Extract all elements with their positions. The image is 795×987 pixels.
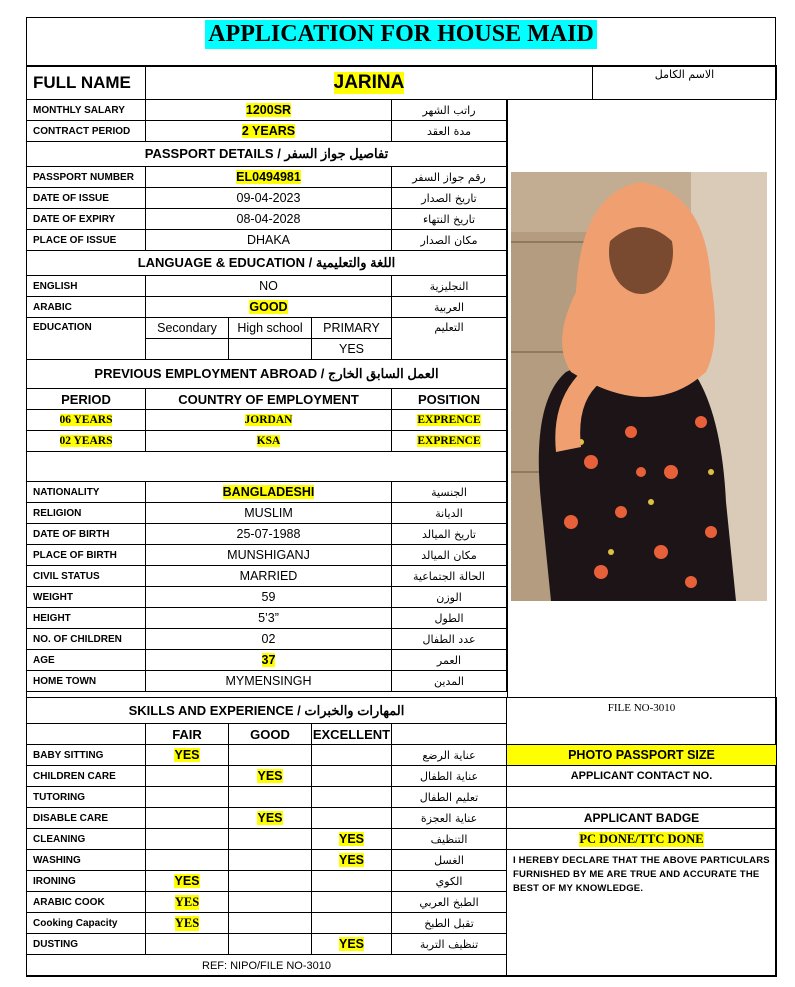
pc-done-status — [506, 828, 777, 850]
full-name-value-text: JARINA — [333, 71, 405, 93]
applicant-badge-text: APPLICANT BADGE — [583, 811, 700, 825]
declaration-box — [506, 849, 777, 977]
skill-good-cell-text: YES — [257, 811, 283, 825]
personal-arabic — [391, 544, 507, 566]
personal-label — [26, 523, 146, 545]
employment-country-text: KSA — [256, 435, 281, 447]
declaration-text: I HEREBY DECLARE THAT THE ABOVE PARTICULARS FURNISHED BY ME ARE TRUE AND ACCURATE THE BEST OF MY KNOWLEDGE. — [513, 855, 770, 894]
personal-value-text: MUSLIM — [244, 506, 293, 520]
footer-ref — [26, 954, 507, 977]
language-section-heading — [26, 250, 507, 276]
skill-excellent-cell-text: YES — [338, 937, 364, 951]
skill-good-cell — [228, 849, 312, 871]
education-high-school — [228, 317, 312, 339]
applicant-badge — [506, 807, 777, 829]
skill-label-text: WASHING — [33, 854, 81, 866]
employment-header-period-text: PERIOD — [61, 391, 111, 407]
personal-arabic-text: عدد الطفال — [422, 632, 476, 646]
passport-section-heading-text: PASSPORT DETAILS / تفاصيل جواز السفر — [144, 146, 389, 161]
skill-good-cell — [228, 870, 312, 892]
education-arabic — [391, 317, 507, 360]
personal-arabic-text: تاريخ الميالد — [422, 527, 476, 541]
full-name-arabic-text: الاسم الكامل — [654, 68, 715, 81]
skill-label-text: CLEANING — [33, 833, 86, 845]
personal-label — [26, 628, 146, 650]
photo-area-border — [507, 100, 508, 698]
personal-label-text: HEIGHT — [33, 612, 71, 624]
skill-label-text: Cooking Capacity — [33, 917, 118, 929]
passport-section-heading — [26, 141, 507, 167]
contract-period-value-text: 2 YEARS — [241, 124, 296, 138]
employment-country — [145, 430, 392, 452]
skills-header-blank — [26, 723, 146, 745]
skills-header-excellent — [311, 723, 392, 745]
skills-header-good — [228, 723, 312, 745]
skill-label-text: TUTORING — [33, 791, 86, 803]
skill-fair-cell-text: YES — [174, 874, 200, 888]
passport-row-arabic — [391, 208, 507, 230]
skill-arabic — [391, 807, 507, 829]
skill-label — [26, 849, 146, 871]
skill-arabic — [391, 933, 507, 955]
photo-passport-size-text: PHOTO PASSPORT SIZE — [568, 748, 715, 762]
skill-arabic-text: الغسل — [434, 853, 464, 867]
skill-fair-cell-text: YES — [174, 915, 200, 930]
personal-value-text: 02 — [261, 632, 276, 646]
personal-value — [145, 544, 392, 566]
education-primary — [311, 317, 392, 339]
passport-row-label-text: DATE OF ISSUE — [33, 192, 109, 204]
skill-fair-cell — [145, 849, 229, 871]
personal-value — [145, 523, 392, 545]
personal-label-text: NO. OF CHILDREN — [33, 633, 122, 645]
skill-arabic — [391, 891, 507, 913]
skill-good-cell — [228, 786, 312, 808]
contract-period-label-text: CONTRACT PERIOD — [33, 125, 131, 137]
employment-country-text: JORDAN — [244, 414, 293, 426]
education-secondary-text: Secondary — [157, 321, 217, 335]
employment-header-country-text: COUNTRY OF EMPLOYMENT — [178, 391, 359, 407]
skill-arabic-text: تعليم الطفال — [419, 790, 479, 804]
personal-label — [26, 586, 146, 608]
personal-value-text: 59 — [261, 590, 276, 604]
title-bar — [27, 18, 775, 67]
skill-fair-cell — [145, 891, 229, 913]
passport-row-arabic-text: رقم جواز السفر — [412, 170, 486, 184]
english-value-text: NO — [259, 279, 278, 293]
passport-row-arabic — [391, 187, 507, 209]
skill-fair-cell-text: YES — [174, 748, 200, 762]
skills-section-heading — [26, 697, 507, 724]
personal-value — [145, 565, 392, 587]
contract-period-arabic-text: مدة العقد — [427, 124, 471, 138]
skill-label — [26, 870, 146, 892]
passport-row-value-text: 09-04-2023 — [236, 191, 301, 205]
arabic-language-value-text: GOOD — [249, 300, 288, 314]
skill-excellent-cell — [311, 849, 392, 871]
personal-value-text: MYMENSINGH — [225, 674, 312, 688]
personal-value-text: 25-07-1988 — [236, 527, 301, 541]
employment-country — [145, 409, 392, 431]
skill-arabic-text: عناية الرضع — [422, 748, 476, 762]
applicant-photo — [511, 172, 767, 601]
skill-excellent-cell — [311, 765, 392, 787]
personal-label — [26, 544, 146, 566]
skill-excellent-cell — [311, 807, 392, 829]
skills-header-fair-text: FAIR — [172, 726, 202, 742]
personal-arabic — [391, 628, 507, 650]
skill-good-cell — [228, 912, 312, 934]
passport-row-value — [145, 166, 392, 188]
personal-arabic-text: الجنسية — [431, 485, 467, 499]
skill-good-cell — [228, 933, 312, 955]
education-primary-value-text: YES — [338, 342, 364, 356]
personal-value-text: 37 — [261, 653, 276, 667]
skill-arabic — [391, 744, 507, 766]
personal-label-text: CIVIL STATUS — [33, 570, 100, 582]
personal-value — [145, 670, 392, 692]
skill-label — [26, 828, 146, 850]
arabic-language-label-text: ARABIC — [33, 301, 72, 313]
passport-row-label — [26, 208, 146, 230]
employment-position-text: EXPRENCE — [417, 435, 481, 447]
skill-excellent-cell-text: YES — [338, 853, 364, 867]
personal-arabic-text: الوزن — [436, 590, 462, 604]
personal-arabic-text: الطول — [434, 611, 464, 625]
education-primary-value — [311, 338, 392, 360]
skill-fair-cell — [145, 933, 229, 955]
skill-arabic-text: الكوي — [435, 874, 463, 888]
employment-position-text: EXPRENCE — [417, 414, 481, 426]
skills-section-heading-text: SKILLS AND EXPERIENCE / المهارات والخبرات — [128, 702, 405, 718]
photo-passport-size[interactable] — [506, 744, 777, 766]
passport-row-label-text: PASSPORT NUMBER — [33, 171, 134, 183]
skill-good-cell — [228, 765, 312, 787]
english-label-text: ENGLISH — [33, 280, 78, 292]
monthly-salary-label — [26, 99, 146, 121]
passport-row-arabic-text: تاريخ النتهاء — [422, 212, 476, 226]
personal-value — [145, 607, 392, 629]
personal-arabic — [391, 649, 507, 671]
personal-value-text: MUNSHIGANJ — [227, 548, 310, 562]
skill-arabic — [391, 765, 507, 787]
passport-row-arabic — [391, 166, 507, 188]
education-secondary — [145, 317, 229, 339]
file-number — [506, 697, 777, 745]
personal-value — [145, 481, 392, 503]
personal-arabic — [391, 523, 507, 545]
employment-section-heading — [26, 359, 507, 389]
skill-excellent-cell — [311, 786, 392, 808]
personal-value-text: BANGLADESHI — [222, 485, 315, 499]
language-section-heading-text: LANGUAGE & EDUCATION / اللغة والتعليمية — [137, 255, 396, 270]
full-name-label-text: FULL NAME — [33, 72, 131, 92]
personal-arabic — [391, 670, 507, 692]
passport-row-value — [145, 229, 392, 251]
passport-row-value-text: 08-04-2028 — [236, 212, 301, 226]
personal-label-text: RELIGION — [33, 507, 82, 519]
skill-fair-cell — [145, 786, 229, 808]
personal-arabic-text: الحالة الجتماعية — [413, 569, 485, 583]
skill-label — [26, 765, 146, 787]
skill-arabic-text: عناية الطفال — [419, 769, 479, 783]
personal-arabic-text: الديانة — [435, 506, 463, 520]
skills-header-excellent-text: EXCELLENT — [312, 726, 391, 742]
personal-label — [26, 481, 146, 503]
skill-label-text: DISABLE CARE — [33, 812, 109, 824]
monthly-salary-arabic-text: راتب الشهر — [422, 103, 476, 117]
personal-label-text: NATIONALITY — [33, 486, 100, 498]
contract-period-value — [145, 120, 392, 142]
personal-label-text: HOME TOWN — [33, 675, 97, 687]
arabic-language-arabic-text: العربية — [433, 300, 465, 314]
personal-label — [26, 670, 146, 692]
english-arabic — [391, 275, 507, 297]
passport-row-label — [26, 187, 146, 209]
employment-period — [26, 430, 146, 452]
skill-good-cell — [228, 828, 312, 850]
personal-arabic-text: العمر — [436, 653, 462, 667]
passport-row-label — [26, 229, 146, 251]
skill-arabic-text: الطبخ العربي — [419, 895, 479, 909]
employment-header-position — [391, 388, 507, 410]
skill-excellent-cell — [311, 744, 392, 766]
personal-value — [145, 628, 392, 650]
skill-label-text: DUSTING — [33, 938, 78, 950]
arabic-language-arabic — [391, 296, 507, 318]
personal-arabic — [391, 502, 507, 524]
skill-arabic — [391, 912, 507, 934]
skills-header-blank-right — [391, 723, 507, 745]
skill-excellent-cell — [311, 891, 392, 913]
skill-arabic — [391, 870, 507, 892]
education-high-school-text: High school — [237, 321, 303, 335]
full-name-arabic — [592, 65, 777, 100]
skills-header-good-text: GOOD — [250, 726, 290, 742]
personal-arabic — [391, 565, 507, 587]
employment-section-heading-text: PREVIOUS EMPLOYMENT ABROAD / العمل السابق الخارج — [94, 366, 439, 381]
skill-fair-cell — [145, 765, 229, 787]
contract-period-arabic — [391, 120, 507, 142]
skill-label-text: CHILDREN CARE — [33, 770, 116, 782]
full-name-label — [26, 65, 146, 100]
skill-good-cell — [228, 744, 312, 766]
skill-good-cell — [228, 807, 312, 829]
personal-value — [145, 502, 392, 524]
skill-fair-cell — [145, 807, 229, 829]
personal-value-text: MARRIED — [239, 569, 298, 583]
monthly-salary-value — [145, 99, 392, 121]
skill-fair-cell — [145, 828, 229, 850]
passport-row-label — [26, 166, 146, 188]
personal-label — [26, 565, 146, 587]
skill-arabic-text: تنظيف التربة — [419, 937, 479, 951]
employment-period-text: 02 YEARS — [59, 435, 113, 447]
contract-period-label — [26, 120, 146, 142]
education-primary-text: PRIMARY — [323, 321, 380, 335]
education-secondary-value — [145, 338, 229, 360]
employment-position — [391, 409, 507, 431]
employment-position — [391, 430, 507, 452]
skill-label-text: BABY SITTING — [33, 749, 104, 761]
skill-label — [26, 891, 146, 913]
applicant-contact-text: APPLICANT CONTACT NO. — [570, 770, 713, 782]
skill-label — [26, 807, 146, 829]
education-label-text: EDUCATION — [33, 322, 92, 333]
education-arabic-text: التعليم — [434, 321, 464, 334]
applicant-contact — [506, 765, 777, 787]
personal-arabic — [391, 481, 507, 503]
personal-label-text: PLACE OF BIRTH — [33, 549, 117, 561]
skill-label — [26, 912, 146, 934]
monthly-salary-label-text: MONTHLY SALARY — [33, 104, 125, 116]
education-high-school-value — [228, 338, 312, 360]
education-label — [26, 317, 146, 360]
file-number-text: FILE NO-3010 — [607, 702, 676, 714]
skill-label-text: IRONING — [33, 875, 76, 887]
skill-excellent-cell — [311, 870, 392, 892]
page-title: APPLICATION FOR HOUSE MAID — [205, 20, 597, 49]
personal-label-text: DATE OF BIRTH — [33, 528, 110, 540]
skill-excellent-cell-text: YES — [338, 832, 364, 846]
english-label — [26, 275, 146, 297]
monthly-salary-arabic — [391, 99, 507, 121]
skill-label — [26, 744, 146, 766]
skill-arabic — [391, 828, 507, 850]
personal-arabic — [391, 607, 507, 629]
skill-excellent-cell — [311, 828, 392, 850]
passport-row-value — [145, 208, 392, 230]
skill-arabic-text: تقبل الطبخ — [424, 916, 474, 930]
full-name-value — [145, 65, 593, 100]
employment-header-country — [145, 388, 392, 410]
passport-row-value-text: DHAKA — [246, 233, 291, 247]
skills-header-fair — [145, 723, 229, 745]
personal-arabic-text: مكان الميالد — [421, 548, 477, 562]
skill-excellent-cell — [311, 933, 392, 955]
contact-blank — [506, 786, 777, 808]
personal-value — [145, 586, 392, 608]
arabic-language-label — [26, 296, 146, 318]
passport-row-value-text: EL0494981 — [236, 170, 301, 184]
skill-fair-cell — [145, 870, 229, 892]
personal-label-text: AGE — [33, 654, 55, 666]
skill-excellent-cell — [311, 912, 392, 934]
passport-row-value — [145, 187, 392, 209]
skill-arabic — [391, 849, 507, 871]
personal-value-text: 5’3” — [258, 611, 279, 625]
skill-label — [26, 933, 146, 955]
personal-value — [145, 649, 392, 671]
skill-good-cell — [228, 891, 312, 913]
personal-arabic-text: المدين — [434, 674, 464, 688]
personal-label — [26, 649, 146, 671]
personal-arabic — [391, 586, 507, 608]
employment-period-text: 06 YEARS — [59, 414, 113, 426]
english-arabic-text: النجليزية — [429, 279, 469, 293]
skill-label — [26, 786, 146, 808]
skill-fair-cell-text: YES — [174, 894, 200, 909]
pc-done-status-text: PC DONE/TTC DONE — [579, 831, 704, 846]
monthly-salary-value-text: 1200SR — [245, 103, 292, 117]
skill-arabic-text: عناية العجزة — [420, 811, 478, 825]
employment-header-position-text: POSITION — [417, 391, 481, 407]
arabic-language-value — [145, 296, 392, 318]
english-value — [145, 275, 392, 297]
passport-row-arabic — [391, 229, 507, 251]
personal-label — [26, 607, 146, 629]
skill-arabic-text: التنظيف — [430, 832, 468, 846]
skill-fair-cell — [145, 912, 229, 934]
skill-arabic — [391, 786, 507, 808]
personal-label-text: WEIGHT — [33, 591, 73, 603]
employment-spacer — [26, 451, 507, 482]
passport-row-arabic-text: مكان الصدار — [420, 233, 478, 247]
employment-period — [26, 409, 146, 431]
footer-ref-text: REF: NIPO/FILE NO-3010 — [202, 959, 331, 972]
skill-fair-cell — [145, 744, 229, 766]
passport-row-arabic-text: تاريخ الصدار — [421, 191, 477, 205]
passport-row-label-text: PLACE OF ISSUE — [33, 234, 117, 246]
skill-label-text: ARABIC COOK — [33, 896, 105, 908]
personal-label — [26, 502, 146, 524]
employment-header-period — [26, 388, 146, 410]
skill-good-cell-text: YES — [257, 769, 283, 783]
passport-row-label-text: DATE OF EXPIRY — [33, 213, 116, 225]
